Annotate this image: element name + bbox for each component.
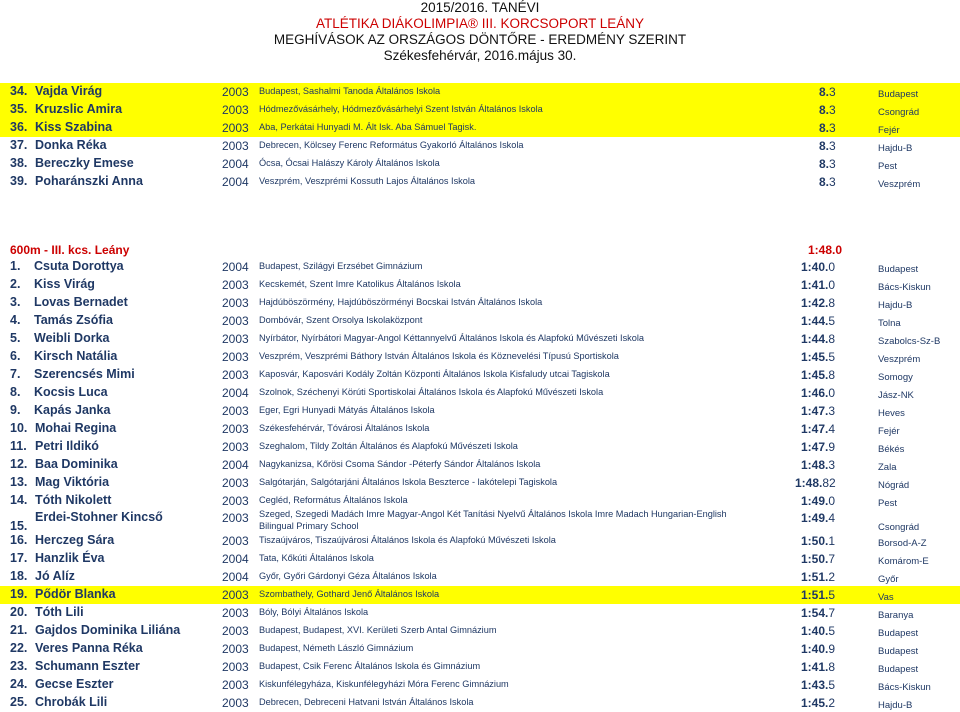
result-decimal: 9 [828,642,836,656]
school: Szolnok, Széchenyi Körúti Sportiskolai Általános Iskola és Alapfokú Művészeti Iskola [259,387,604,397]
result [801,386,835,400]
rank: 35. [10,102,28,116]
result-main: 1:48. [795,476,823,490]
school: Kecskemét, Szent Imre Katolikus Általános Iskola [259,279,461,289]
result-main: 8. [819,121,830,135]
county: Jász-NK [878,390,914,401]
school: Kaposvár, Kaposvári Kodály Zoltán Központi Általános Iskola Kisfaludy utcai Tagiskola [259,369,610,379]
result-decimal: 7 [828,552,836,566]
birth-year: 2003 [222,642,249,656]
county: Budapest [878,646,919,657]
table-row [0,438,960,456]
birth-year: 2003 [222,696,249,710]
school: Hódmezővásárhely, Hódmezővásárhelyi Szent István Általános Iskola [259,104,543,114]
birth-year: 2003 [222,103,249,117]
birth-year: 2004 [222,458,249,472]
rank: 5. [10,331,21,345]
result-decimal: 0 [828,494,836,508]
school: Budapest, Sashalmi Tanoda Általános Iskola [259,86,441,96]
athlete-name: Petri Ildikó [35,439,99,453]
result [801,422,835,436]
birth-year: 2003 [222,511,249,525]
header-line-3: MEGHÍVÁSOK AZ ORSZÁGOS DÖNTŐRE - EREDMÉNY SZERINT [273,32,687,47]
birth-year: 2003 [222,139,249,153]
rank: 9. [10,403,21,417]
athlete-name: Chrobák Lili [35,695,108,709]
result-main: 1:47. [801,440,829,454]
rank: 2. [10,277,21,291]
birth-year: 2003 [222,476,249,490]
rank: 12. [10,457,28,471]
table-row [0,640,960,658]
school: Szombathely, Gothard Jenő Általános Iskola [259,589,440,599]
result [801,404,835,418]
athlete-name: Jó Alíz [35,569,75,583]
result [801,314,835,328]
county: Győr [878,574,899,585]
school-line-2: Bilingual Primary School [259,521,359,531]
result-decimal: 1 [828,534,836,548]
result-decimal: 3 [829,175,836,189]
result-decimal: 8 [828,660,836,674]
county: Baranya [878,610,914,621]
result-decimal: 5 [828,350,836,364]
rank: 22. [10,641,28,655]
result [801,332,835,346]
result [819,103,836,117]
county: Budapest [878,264,919,275]
athlete-name: Bereczky Emese [35,156,134,170]
result-decimal: 4 [828,511,836,525]
county: Bács-Kiskun [878,282,931,293]
birth-year: 2003 [222,296,249,310]
school: Győr, Győri Gárdonyi Géza Általános Iskola [259,571,437,581]
table-row [0,676,960,694]
athlete-name: Mohai Regina [35,421,117,435]
birth-year: 2003 [222,404,249,418]
result-decimal: 3 [829,103,836,117]
table-row [0,568,960,586]
rank: 25. [10,695,28,709]
school: Ócsa, Ócsai Halászy Károly Általános Iskola [259,158,440,168]
result-main: 8. [819,103,830,117]
rank: 13. [10,475,28,489]
table-row [0,658,960,676]
header-line-4: Székesfehérvár, 2016.május 30. [383,48,577,63]
athlete-name: Tamás Zsófia [34,313,113,327]
result [819,139,836,153]
athlete-name: Mag Viktória [35,475,110,489]
result [801,678,835,692]
result-main: 1:41. [801,660,829,674]
result [801,624,835,638]
athlete-name: Vajda Virág [35,84,103,98]
school: Nyírbátor, Nyírbátori Magyar-Angol Kéttannyelvű Általános Iskola és Alapfokú Művészeti Iskola [259,333,645,343]
result [801,642,835,656]
school: Budapest, Szilágyi Erzsébet Gimnázium [259,261,423,271]
athlete-name: Lovas Bernadet [34,295,128,309]
county: Békés [878,444,905,455]
county: Csongrád [878,107,920,118]
county: Komárom-E [878,556,929,567]
county: Fejér [878,125,900,136]
county: Hajdu-B [878,700,913,711]
birth-year: 2003 [222,494,249,508]
rank: 21. [10,623,28,637]
result-main: 1:47. [801,404,829,418]
result-main: 1:46. [801,386,829,400]
birth-year: 2003 [222,85,249,99]
school: Bóly, Bólyi Általános Iskola [259,607,369,617]
result-main: 8. [819,157,830,171]
result-main: 1:40. [801,260,829,274]
birth-year: 2003 [222,606,249,620]
rank: 10. [10,421,28,435]
result-main: 1:49. [801,494,829,508]
result-main: 1:42. [801,296,829,310]
athlete-name: Csuta Dorottya [34,259,124,273]
rank: 23. [10,659,28,673]
rank: 7. [10,367,21,381]
table-row [0,384,960,402]
result-decimal: 5 [828,624,836,638]
birth-year: 2004 [222,552,249,566]
athlete-name: Tóth Nikolett [35,493,112,507]
result-main: 1:54. [801,606,829,620]
birth-year: 2003 [222,588,249,602]
table-row [0,137,960,155]
birth-year: 2004 [222,157,249,171]
rank: 19. [10,587,28,601]
table-row [0,119,960,137]
athlete-name: Baa Dominika [35,457,118,471]
athlete-name: Veres Panna Réka [35,641,143,655]
result-decimal: 5 [828,314,836,328]
result-main: 1:48. [801,458,829,472]
result-decimal: 3 [829,139,836,153]
county: Veszprém [878,179,921,190]
school: Tata, Kőkúti Általános Iskola [259,553,374,563]
result-decimal: 3 [829,85,836,99]
rank: 11. [10,439,27,453]
county: Hajdu-B [878,300,913,311]
school: Salgótarján, Salgótarjáni Általános Iskola Beszterce - lakótelepi Tagiskola [259,477,558,487]
result-decimal: 9 [828,440,836,454]
table-row [0,173,960,191]
birth-year: 2003 [222,624,249,638]
school: Szeghalom, Tildy Zoltán Általános és Alapfokú Művészeti Iskola [259,441,518,451]
result-decimal: 0 [828,260,836,274]
result-decimal: 5 [828,588,836,602]
table-row [0,83,960,101]
county: Budapest [878,664,919,675]
county: Tolna [878,318,901,329]
birth-year: 2003 [222,534,249,548]
birth-year: 2003 [222,332,249,346]
result [801,660,835,674]
athlete-name: Gajdos Dominika Liliána [35,623,181,637]
athlete-name: Kruzslic Amira [35,102,123,116]
county: Szabolcs-Sz-B [878,336,941,347]
result [801,350,835,364]
result-main: 8. [819,85,830,99]
result-main: 1:40. [801,624,829,638]
rank: 17. [10,551,28,565]
athlete-name: Weibli Dorka [34,331,110,345]
result-main: 1:41. [801,278,829,292]
table-row [0,492,960,510]
rank: 16. [10,533,28,547]
athlete-name: Poharánszki Anna [35,174,143,188]
result-main: 1:50. [801,552,829,566]
school: Hajdúböszörmény, Hajdúböszörményi Bocskai István Általános Iskola [259,297,543,307]
table-row [0,550,960,568]
table-row [0,101,960,119]
section-title: 600m - III. kcs. Leány [10,243,130,257]
birth-year: 2003 [222,422,249,436]
athlete-name: Gecse Eszter [35,677,114,691]
school: Veszprém, Veszprémi Báthory István Általános Iskola és Köznevelési Típusú Sportiskola [259,351,619,361]
header-line-1: 2015/2016. TANÉVI [420,0,540,15]
birth-year: 2003 [222,350,249,364]
athlete-name: Szerencsés Mimi [34,367,135,381]
result-main: 1:44. [801,332,829,346]
athlete-name: Erdei-Stohner Kincső [35,510,163,524]
birth-year: 2003 [222,440,249,454]
county: Nógrád [878,480,910,491]
birth-year: 2003 [222,314,249,328]
athlete-name: Herczeg Sára [35,533,115,547]
table-row [0,604,960,622]
result-main: 1:51. [801,588,829,602]
birth-year: 2003 [222,678,249,692]
result-main: 8. [819,139,830,153]
result-main: 1:43. [801,678,829,692]
rank: 4. [10,313,21,327]
birth-year: 2003 [222,278,249,292]
result-main: 1:49. [801,511,829,525]
athlete-name: Kocsis Luca [34,385,108,399]
table-row [0,258,960,276]
athlete-name: Donka Réka [35,138,107,152]
table-row [0,330,960,348]
rank: 38. [10,156,28,170]
result-main: 1:44. [801,314,829,328]
result-decimal: 8 [828,296,836,310]
result [819,121,836,135]
result-decimal: 2 [828,570,836,584]
result [819,157,836,171]
table-row [0,622,960,640]
result [819,85,836,99]
result [801,534,835,548]
table-row [0,155,960,173]
result-main: 1:47. [801,422,829,436]
result-decimal: 0 [828,278,836,292]
athlete-name: Kiss Szabina [35,120,113,134]
county: Heves [878,408,905,419]
county: Vas [878,592,894,603]
result-decimal: 3 [828,458,836,472]
table-row [0,694,960,712]
result-main: 8. [819,175,830,189]
county: Budapest [878,628,919,639]
result-decimal: 3 [829,121,836,135]
rank: 37. [10,138,28,152]
result-decimal: 8 [828,332,836,346]
result-main: 1:45. [801,350,829,364]
county: Zala [878,462,897,473]
rank: 1. [10,259,21,273]
table-row [0,348,960,366]
county: Hajdu-B [878,143,913,154]
table-row [0,532,960,550]
result [795,476,836,490]
result [801,606,835,620]
result [801,260,835,274]
birth-year: 2003 [222,121,249,135]
birth-year: 2004 [222,260,249,274]
result [801,570,835,584]
result-decimal: 2 [828,696,836,710]
rank: 6. [10,349,21,363]
school: Debrecen, Debreceni Hatvani István Általános Iskola [259,697,474,707]
school: Eger, Egri Hunyadi Mátyás Általános Iskola [259,405,435,415]
school: Budapest, Budapest, XVI. Kerületi Szerb Antal Gimnázium [259,625,497,635]
result [801,511,835,525]
rank: 39. [10,174,28,188]
school: Debrecen, Kölcsey Ferenc Református Gyakorló Általános Iskola [259,140,524,150]
rank: 34. [10,84,28,98]
school: Aba, Perkátai Hunyadi M. Ált Isk. Aba Sámuel Tagisk. [259,122,477,132]
result-main: 1:45. [801,368,829,382]
result-decimal: 3 [829,157,836,171]
result-main: 1:40. [801,642,829,656]
table-row [0,420,960,438]
county: Somogy [878,372,913,383]
result [801,588,835,602]
result-decimal: 8 [828,368,836,382]
county: Pest [878,161,898,172]
result [801,440,835,454]
birth-year: 2004 [222,175,249,189]
school: Veszprém, Veszprémi Kossuth Lajos Általános Iskola [259,176,476,186]
county: Pest [878,498,898,509]
county: Veszprém [878,354,921,365]
table-row [0,586,960,604]
result [801,368,835,382]
rank: 24. [10,677,28,691]
result-decimal: 3 [828,404,836,418]
school: Kiskunfélegyháza, Kiskunfélegyházi Móra Ferenc Gimnázium [259,679,509,689]
result [819,175,836,189]
result-decimal: 5 [828,678,836,692]
table-row [0,402,960,420]
table-row [0,312,960,330]
school: Budapest, Csik Ferenc Általános Iskola és Gimnázium [259,661,481,671]
result [801,296,835,310]
table-row [0,294,960,312]
rank: 3. [10,295,21,309]
county: Budapest [878,89,919,100]
school: Székesfehérvár, Tóvárosi Általános Iskola [259,423,430,433]
result-main: 1:50. [801,534,829,548]
school: Nagykanizsa, Kőrösi Csoma Sándor -Péterfy Sándor Általános Iskola [259,459,541,469]
rank: 18. [10,569,28,583]
athlete-name: Kiss Virág [34,277,95,291]
rank: 20. [10,605,28,619]
result [801,278,835,292]
birth-year: 2004 [222,570,249,584]
table-row [0,276,960,294]
result [801,458,835,472]
result-decimal: 4 [828,422,836,436]
result-decimal: 82 [822,476,836,490]
county: Csongrád [878,522,920,533]
result-decimal: 0 [828,386,836,400]
table-row [0,474,960,492]
athlete-name: Kapás Janka [34,403,111,417]
result-main: 1:45. [801,696,829,710]
county: Borsod-A-Z [878,538,927,549]
section-qualify-time: 1:48.0 [808,243,843,257]
table-row [0,510,960,532]
school: Szeged, Szegedi Madách Imre Magyar-Angol Két Tanítási Nyelvű Általános Iskola Imre Madach Hungarian-English [259,509,727,519]
result-decimal: 7 [828,606,836,620]
school: Tiszaújváros, Tiszaújvárosi Általános Iskola és Alapfokú Művészeti Iskola [259,535,556,545]
athlete-name: Tóth Lili [35,605,84,619]
athlete-name: Schumann Eszter [35,659,140,673]
result [801,552,835,566]
rank: 15. [10,519,28,533]
athlete-name: Pődör Blanka [35,587,116,601]
birth-year: 2004 [222,386,249,400]
result [801,696,835,710]
school: Cegléd, Református Általános Iskola [259,495,408,505]
rank: 36. [10,120,28,134]
rank: 8. [10,385,21,399]
school: Dombóvár, Szent Orsolya Iskolaközpont [259,315,423,325]
county: Bács-Kiskun [878,682,931,693]
birth-year: 2003 [222,660,249,674]
table-row [0,366,960,384]
rank: 14. [10,493,28,507]
county: Fejér [878,426,900,437]
school: Budapest, Németh László Gimnázium [259,643,414,653]
athlete-name: Hanzlik Éva [35,551,105,565]
birth-year: 2003 [222,368,249,382]
athlete-name: Kirsch Natália [34,349,118,363]
result-main: 1:51. [801,570,829,584]
header-line-2: ATLÉTIKA DIÁKOLIMPIA® III. KORCSOPORT LEÁNY [315,16,645,31]
result [801,494,835,508]
table-row [0,456,960,474]
